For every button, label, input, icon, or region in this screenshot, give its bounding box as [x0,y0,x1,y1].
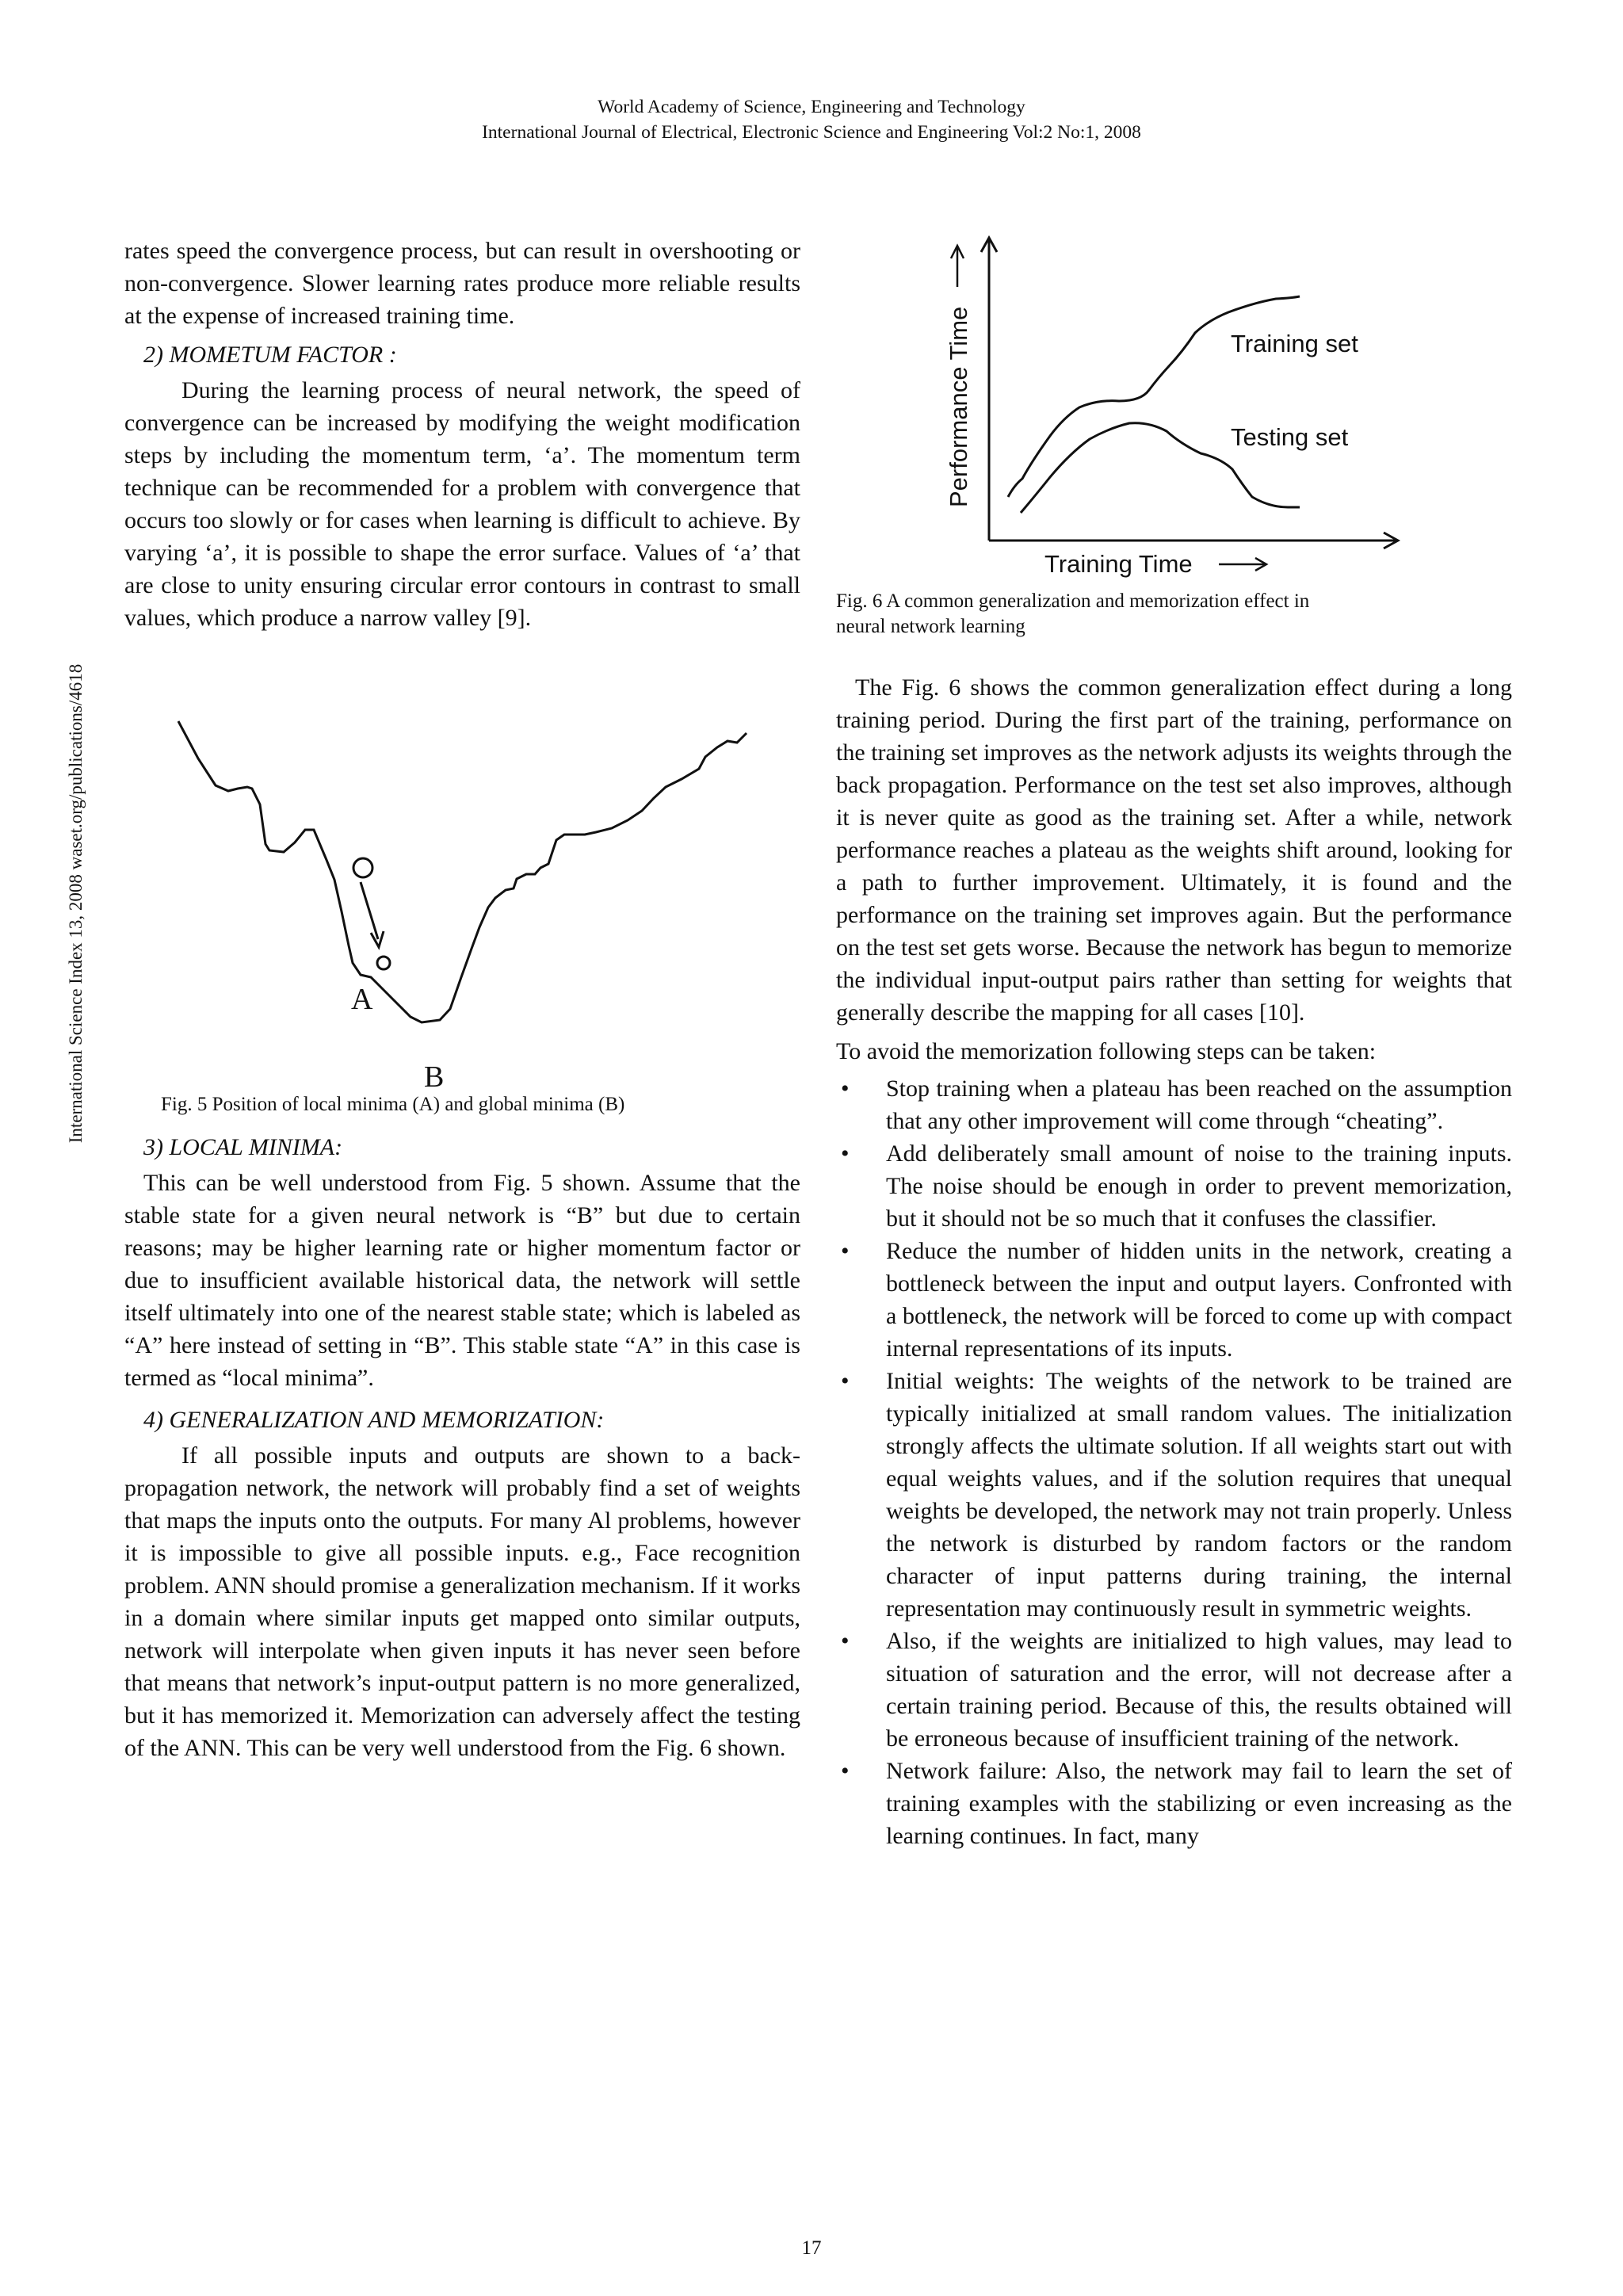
list-item [836,1235,1512,1365]
fig6-caption-line1: Fig. 6 A common generalization and memorization effect in [836,590,1310,612]
list-item [836,1755,1512,1852]
bullet-icon: • [841,1628,850,1654]
fig6-training-set-label: Training set [1231,330,1358,357]
intro-paragraph: rates speed the convergence process, but can result in overshooting or non-convergence. Slower learning rates produce more reliable results at the expense of increased training time. [124,238,800,329]
bullet-icon: • [841,1758,850,1784]
memorization-steps-list [836,1072,1512,1852]
sidebar-citation-text: International Science Index 13, 2008 waset.org/publications/4618 [66,663,86,1144]
list-item [836,1625,1512,1755]
list-item-text: Reduce the number of hidden units in the network, creating a bottleneck between the input and output layers. Confronted with a bottleneck, the network will be forced to come up with compact internal representations of its inputs. [886,1238,1512,1362]
section-2-title: 2) MOMETUM FACTOR : [143,342,397,368]
section-4-text: If all possible inputs and outputs are shown to a back-propagation network, the network will probably find a set of weights that maps the inputs onto the outputs. For many Al problems, however it is impossible to give all possible inputs. e.g., Face recognition problem. ANN should promise a generalization mechanism. If it works in a domain where similar inputs get mapped onto similar outputs, network will interpolate when given inputs it has never seen before that means that network’s input-output pattern is no more generalized, but it has memorized it. Memorization can adversely affect the testing of the ANN. This can be very well understood from the Fig. 6 shown. [124,1442,800,1761]
fig6-caption-line2: neural network learning [836,616,1025,637]
fig5-curve-diagram [158,709,769,1106]
fig6-testing-set-label: Testing set [1231,423,1349,451]
fig5-motion-arrow [361,882,378,939]
fig5-label-a: A [351,983,373,1016]
section-3-text: This can be well understood from Fig. 5 shown. Assume that the stable state for a given neural network is “B” but due to certain reasons; may be higher learning rate or higher momentum factor or due to insufficient available historical data, the network will settle itself ultimately into one of the nearest stable state; which is labeled as “A” here instead of setting in “B”. This stable state “A” in this case is termed as “local minima”. [124,1170,800,1391]
right-column [836,671,1512,1852]
list-item-text: Network failure: Also, the network may fail to learn the set of training examples with the stabilizing or even increasing as the learning continues. In fact, many [886,1758,1512,1849]
list-item [836,1072,1512,1137]
bullet-icon: • [841,1368,850,1394]
bullet-icon: • [841,1075,850,1102]
bullet-icon: • [841,1140,850,1167]
list-item-text: Stop training when a plateau has been reached on the assumption that any other improvement will come through “cheating”. [886,1075,1512,1134]
fig6-discussion-paragraph: The Fig. 6 shows the common generalization effect during a long training period. During the first part of the training, performance on the training set improves as the network adjusts its weights through the back propagation. Performance on the test set also improves, although it is never quite as good as the training set. After a while, network performance reaches a plateau as the weights shift around, looking for a path to further improvement. Ultimately, it is found and the performance on the training set improves again. But the performance on the test set gets worse. Because the network has begun to memorize the individual input-output pairs rather than setting for weights that generally describe the mapping for all cases [10]. [836,674,1512,1026]
figure-5 [158,709,769,1106]
page-number: 17 [801,2237,822,2259]
list-item [836,1365,1512,1625]
list-item-text: Add deliberately small amount of noise to the training inputs. The noise should be enough in order to prevent memorization, but it should not be so much that it confuses the classifier. [886,1140,1512,1232]
section-3-title: 3) LOCAL MINIMA: [143,1134,343,1160]
figure-6 [911,223,1419,588]
fig5-ball-start [353,858,372,877]
avoid-memorization-intro: To avoid the memorization following steps can be taken: [836,1038,1377,1064]
fig5-label-b: B [424,1060,445,1094]
list-item [836,1137,1512,1235]
list-item-text: Also, if the weights are initialized to high values, may lead to situation of saturation and the error, will not decrease after a certain training period. Because of this, the results obtained will be erroneous because of insufficient training of the network. [886,1628,1512,1752]
fig6-x-axis-label: Training Time [1044,550,1193,578]
fig6-caption [836,589,1545,640]
list-item-text: Initial weights: The weights of the network to be trained are typically initialized at small random values. The initialization strongly affects the ultimate solution. If all weights start out with equal weights values, and if the solution requires that unequal weights be developed, the network may not train properly. Unless the network is disturbed by random factors or the random character of input patterns during training, the internal representation may continuously result in symmetric weights. [886,1368,1512,1622]
fig6-y-axis-label: Performance Time [945,306,972,507]
fig6-training-curve [1008,296,1300,497]
fig6-chart [911,223,1419,588]
fig5-energy-curve [178,721,747,1022]
journal-name: World Academy of Science, Engineering and Technology [598,97,1025,117]
fig5-ball-local [377,957,390,969]
bullet-icon: • [841,1238,850,1264]
fig5-caption: Fig. 5 Position of local minima (A) and global minima (B) [161,1094,625,1115]
journal-volume: International Journal of Electrical, Electronic Science and Engineering Vol:2 No:1, 2008 [482,122,1141,143]
left-column-lower [124,1131,800,1764]
section-4-title: 4) GENERALIZATION AND MEMORIZATION: [143,1407,605,1433]
left-column [124,235,800,634]
section-2-text: During the learning process of neural network, the speed of convergence can be increased by modifying the weight modification steps by including the momentum term, ‘a’. The momentum term technique can be recommended for a problem with convergence that occurs too slowly or for cases when learning is difficult to achieve. By varying ‘a’, it is possible to shape the error surface. Values of ‘a’ that are close to unity ensuring circular error contours in contrast to small values, which produce a narrow valley [9]. [124,377,800,631]
